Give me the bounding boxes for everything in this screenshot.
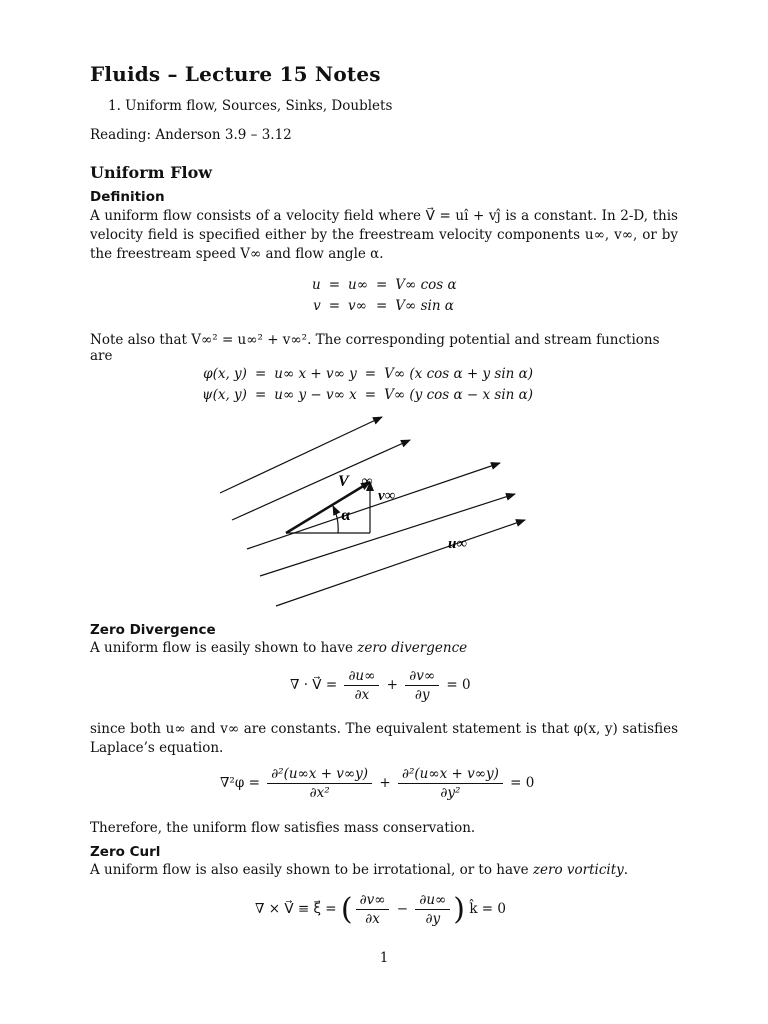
eq-mid: v∞	[348, 298, 367, 314]
eq-lhs: ∇ · V⃗ =	[290, 677, 338, 693]
definition-heading: Definition	[90, 189, 165, 205]
equation-phi: φ(x, y) = u∞ x + v∞ y = V∞ (x cos α + y sin α)	[198, 364, 537, 385]
definition-text: A uniform flow consists of a velocity field where V⃗ = uî + vĵ is a constant. In 2-D, this velocity field is specified either by the freestream velocity components u∞, v∞, or by the freestream speed V∞ and flow angle α.	[90, 208, 678, 262]
potential-stream-equations	[198, 364, 537, 406]
conclusion-text: Therefore, the uniform flow satisfies mass conservation.	[90, 820, 476, 836]
denominator: ∂x	[354, 687, 370, 703]
eq-lhs: ψ(x, y)	[202, 387, 247, 403]
equation-v: v = v∞ = V∞ sin α	[308, 296, 461, 317]
section-heading: Uniform Flow	[90, 163, 213, 182]
eq-lhs: ∇²φ =	[220, 775, 260, 791]
eq-rhs: V∞ (x cos α + y sin α)	[384, 366, 534, 382]
equation-u: u = u∞ = V∞ cos α	[308, 275, 461, 296]
eq-lhs: φ(x, y)	[203, 366, 247, 382]
numerator: ∂²(u∞x + v∞y)	[267, 766, 372, 784]
label-V-infinity: V⃗∞	[338, 473, 373, 490]
note-text: Note also that V∞² = u∞² + v∞². The corresponding potential and stream functions are	[90, 332, 660, 364]
intro-emphasis: zero vorticity	[532, 862, 624, 878]
uniform-flow-figure	[210, 410, 550, 615]
eq-mid: u∞ x + v∞ y	[274, 366, 357, 382]
eq-rhs: V∞ sin α	[395, 298, 454, 314]
numerator: ∂v∞	[356, 892, 390, 910]
laplace-equation	[220, 766, 534, 801]
curl-equation	[255, 892, 506, 927]
fraction	[356, 892, 390, 927]
outline-item: 1. Uniform flow, Sources, Sinks, Doublets	[108, 98, 393, 114]
eq-rhs: = 0	[446, 677, 471, 693]
fraction	[415, 892, 450, 927]
denominator: ∂y	[414, 687, 430, 703]
eq-mid: u∞	[348, 277, 368, 293]
zero-curl-heading: Zero Curl	[90, 844, 161, 860]
streamline	[232, 440, 410, 520]
denominator: ∂x	[365, 911, 380, 927]
operator: +	[379, 775, 391, 791]
fraction	[405, 668, 439, 703]
numerator: ∂u∞	[344, 668, 379, 686]
eq-lhs: v	[313, 298, 321, 314]
divergence-explanation: since both u∞ and v∞ are constants. The equivalent statement is that φ(x, y) satisfies Laplace’s equation.	[90, 721, 678, 756]
fraction	[344, 668, 379, 703]
intro-text: A uniform flow is also easily shown to be irrotational, or to have	[90, 862, 529, 878]
numerator: ∂u∞	[415, 892, 450, 910]
intro-end: .	[623, 862, 629, 878]
denominator: ∂y²	[440, 785, 461, 801]
left-paren: (	[340, 892, 353, 927]
divergence-equation	[290, 668, 471, 703]
equation-psi: ψ(x, y) = u∞ y − v∞ x = V∞ (y cos α − x sin α)	[198, 385, 537, 406]
reading-line: Reading: Anderson 3.9 – 3.12	[90, 127, 292, 143]
label-alpha: α	[341, 507, 350, 524]
operator: −	[396, 901, 409, 917]
label-v-infinity: v∞	[378, 488, 396, 504]
page-number: 1	[379, 950, 389, 966]
eq-rhs: V∞ cos α	[395, 277, 457, 293]
label-u-infinity: u∞	[448, 536, 468, 552]
operator: +	[386, 677, 398, 693]
fraction	[398, 766, 503, 801]
eq-mid: u∞ y − v∞ x	[274, 387, 357, 403]
numerator: ∂²(u∞x + v∞y)	[398, 766, 503, 784]
zero-divergence-intro	[90, 640, 467, 656]
eq-rhs: = 0	[510, 775, 535, 791]
eq-rhs: k̂ = 0	[469, 901, 506, 917]
intro-text: A uniform flow is easily shown to have	[90, 640, 353, 656]
eq-lhs: u	[312, 277, 321, 293]
denominator: ∂y	[425, 911, 441, 927]
numerator: ∂v∞	[405, 668, 439, 686]
denominator: ∂x²	[309, 785, 330, 801]
zero-divergence-heading: Zero Divergence	[90, 622, 216, 638]
zero-curl-intro	[90, 862, 628, 878]
right-paren: )	[453, 892, 466, 927]
eq-lhs: ∇ × V⃗ ≡ ξ⃗ =	[255, 901, 337, 917]
eq-rhs: V∞ (y cos α − x sin α)	[384, 387, 534, 403]
streamline	[260, 494, 515, 576]
fraction	[267, 766, 372, 801]
velocity-equations	[308, 275, 461, 317]
page-title: Fluids – Lecture 15 Notes	[90, 62, 381, 86]
page	[90, 0, 678, 1024]
intro-emphasis: zero divergence	[357, 640, 468, 656]
